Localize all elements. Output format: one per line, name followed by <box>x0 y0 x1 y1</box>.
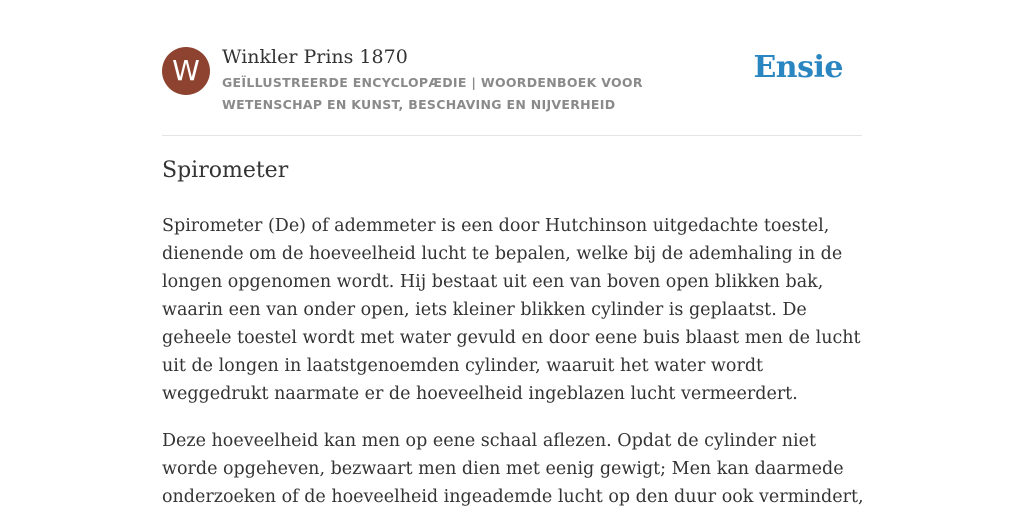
source-header <box>162 44 862 120</box>
source-subtitle: GEÏLLUSTREERDE ENCYCLOPÆDIE | WOORDENBOEK VOOR WETENSCHAP EN KUNST, BESCHAVING EN NIJVERHEID <box>222 75 643 112</box>
header-divider <box>162 135 862 136</box>
ensie-logo[interactable]: Ensie <box>753 50 843 85</box>
article-body <box>162 212 867 512</box>
avatar[interactable]: W <box>162 47 210 95</box>
article-paragraph-2: Deze hoeveelheid kan men op eene schaal aflezen. Opdat de cylinder niet worde opgeheven, bezwaart men dien met eenig gewigt; Men kan daarmede onderzoeken of de hoeveelheid ingeademde lucht op den duur ook vermindert, <box>162 431 864 507</box>
source-title[interactable]: Winkler Prins 1870 <box>222 46 408 68</box>
article-title: Spirometer <box>162 158 289 183</box>
article-paragraph-1: Spirometer (De) of ademmeter is een door Hutchinson uitgedachte toestel, dienende om de hoeveelheid lucht te bepalen, welke bij de ademhaling in de longen opgenomen wordt. Hij bestaat uit een van boven open blikken bak, waarin een van onder open, iets kleiner blikken cylinder is geplaatst. De geheele toestel wordt met water gevuld en door eene buis blaast men de lucht uit de longen in laatstgenoemden cylinder, waaruit het water wordt weggedrukt naarmate er de hoeveelheid ingeblazen lucht vermeerdert. <box>162 216 861 404</box>
